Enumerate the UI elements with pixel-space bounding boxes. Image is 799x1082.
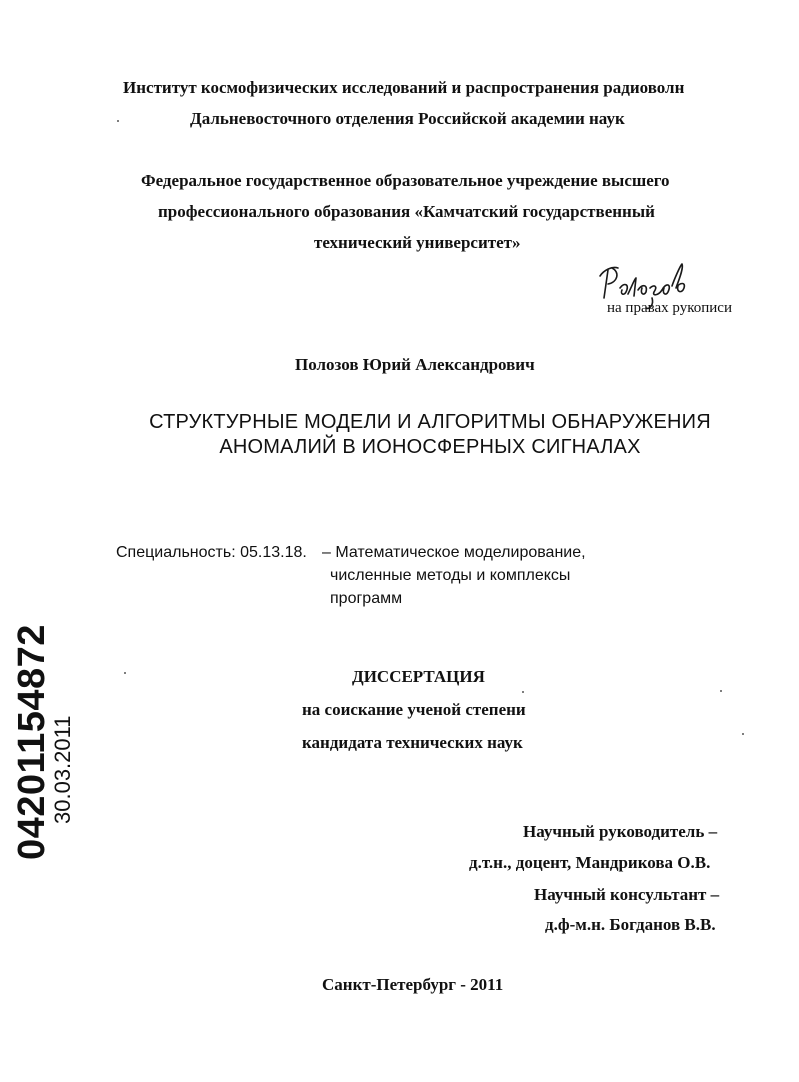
stamp-date: 30.03.2011 xyxy=(50,715,75,824)
author-name: Полозов Юрий Александрович xyxy=(295,355,535,374)
university-line-3: технический университет» xyxy=(314,233,521,252)
institute-line-2: Дальневосточного отделения Российской академии наук xyxy=(190,109,625,128)
dissertation-heading: ДИССЕРТАЦИЯ xyxy=(352,667,485,686)
specialty-line-2: численные методы и комплексы xyxy=(330,567,571,584)
degree-line-2: кандидата технических наук xyxy=(302,733,523,752)
specialty-line-1: – Математическое моделирование, xyxy=(322,544,586,561)
scan-speck xyxy=(720,690,722,692)
advisor-name: д.т.н., доцент, Мандрикова О.В. xyxy=(469,853,711,872)
specialty-label: Специальность: 05.13.18. xyxy=(116,544,307,561)
degree-line-1: на соискание ученой степени xyxy=(302,700,526,719)
scan-speck xyxy=(522,691,524,693)
manuscript-rights-label: на правах рукописи xyxy=(607,300,732,316)
consultant-name: д.ф-м.н. Богданов В.В. xyxy=(545,915,716,934)
specialty-line-3: программ xyxy=(330,590,403,607)
footer-city-year: Санкт-Петербург - 2011 xyxy=(322,975,504,994)
stamp-number: 04201154872 xyxy=(11,624,53,860)
university-line-1: Федеральное государственное образовательное учреждение высшего xyxy=(141,171,670,190)
consultant-label: Научный консультант – xyxy=(534,885,720,904)
university-line-2: профессионального образования «Камчатский государственный xyxy=(158,202,655,221)
scan-speck xyxy=(117,120,119,122)
thesis-title-line-2: АНОМАЛИЙ В ИОНОСФЕРНЫХ СИГНАЛАХ xyxy=(219,436,641,458)
thesis-title-line-1: СТРУКТУРНЫЕ МОДЕЛИ И АЛГОРИТМЫ ОБНАРУЖЕНИЯ xyxy=(149,411,711,433)
scan-speck xyxy=(124,672,126,674)
institute-line-1: Институт космофизических исследований и распространения радиоволн xyxy=(123,78,685,97)
advisor-label: Научный руководитель – xyxy=(523,822,718,841)
scan-speck xyxy=(742,733,744,735)
